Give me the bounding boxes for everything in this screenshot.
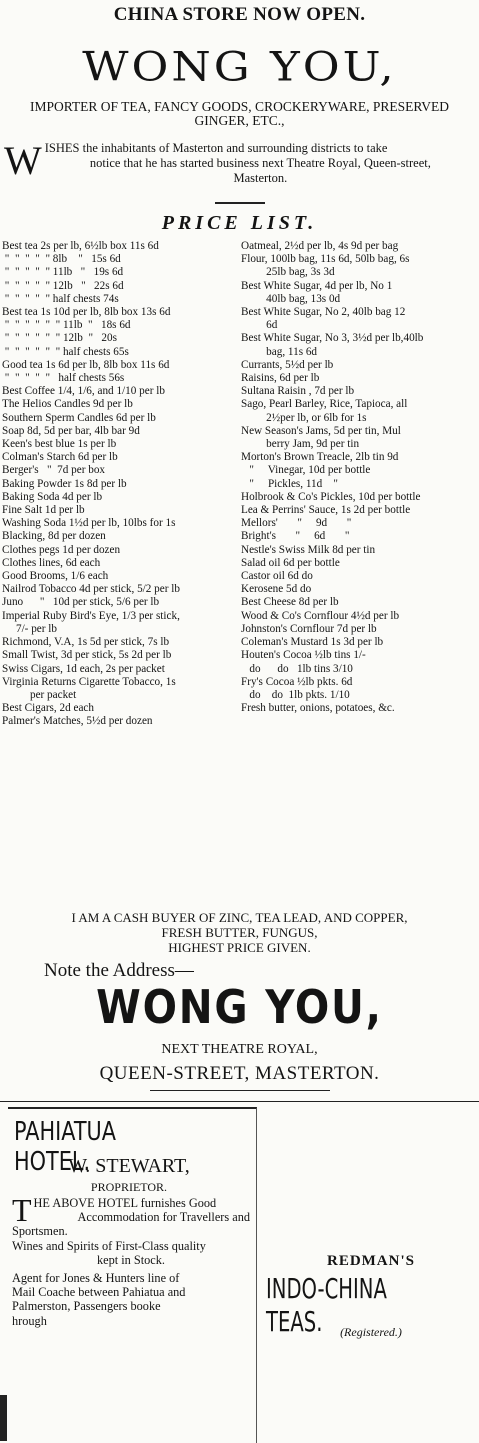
price-list-title: PRICE LIST. [161, 212, 318, 234]
divider [150, 1090, 330, 1091]
price-item: " Pickles, 11d " [241, 477, 338, 490]
address-line-2: QUEEN-STREET, MASTERTON. [99, 1063, 380, 1084]
price-item: " " " " " half chests 56s [2, 372, 125, 385]
price-item: Wood & Co's Cornflour 4½d per lb [241, 609, 400, 622]
buyer-line-2: FRESH BUTTER, FUNGUS, [161, 925, 318, 940]
price-item: " " " " " " half chests 65s [2, 345, 129, 358]
wishes-line-1: ISHES the inhabitants of Masterton and surrounding districts to take [44, 141, 388, 155]
price-item: " " " " " " 12lb " 20s [2, 332, 117, 345]
importer-line [0, 100, 479, 128]
divider [0, 1101, 479, 1102]
hotel-title: PAHIATUA HOTEL. [14, 1117, 116, 1177]
hotel-line: Palmerston, Passengers booke [12, 1299, 161, 1314]
price-item: 7/- per lb [2, 622, 57, 635]
price-item: " " " " " half chests 74s [2, 292, 119, 305]
store-name-footer: WONG YOU, [96, 980, 383, 1034]
price-item: Good tea 1s 6d per lb, 8lb box 11s 6d [2, 358, 170, 371]
price-item: Clothes pegs 1d per dozen [2, 543, 121, 556]
price-item: Small Twist, 3d per stick, 5s 2d per lb [2, 649, 172, 662]
price-item: 6d [241, 319, 278, 332]
price-item: Keen's best blue 1s per lb [2, 438, 117, 451]
price-item: 25lb bag, 3s 3d [241, 266, 335, 279]
price-item: Mellors' " 9d " [241, 517, 352, 530]
price-item: Sultana Raisin , 7d per lb [241, 385, 355, 398]
hotel-line: Wines and Spirits of First-Class quality [12, 1238, 206, 1253]
buyer-line-1: I AM A CASH BUYER OF ZINC, TEA LEAD, AND COPPER, [71, 910, 408, 925]
price-item: Nailrod Tobacco 4d per stick, 5/2 per lb [2, 583, 180, 596]
price-item: Swiss Cigars, 1d each, 2s per packet [2, 662, 165, 675]
price-item: " " " " " 11lb " 19s 6d [2, 266, 124, 279]
buyer-line-3: HIGHEST PRICE GIVEN. [168, 940, 311, 955]
price-item: Houten's Cocoa ½lb tins 1/- [241, 649, 366, 662]
hotel-line: kept in Stock. [97, 1252, 165, 1267]
wishes-notice [4, 138, 476, 186]
price-item: Southern Sperm Candles 6d per lb [2, 411, 156, 424]
dropcap-t: T [12, 1192, 32, 1228]
hotel-line: hrough [12, 1313, 47, 1328]
price-item: Clothes lines, 6d each [2, 556, 101, 569]
price-list-left [2, 240, 238, 729]
importer-line-1: IMPORTER OF TEA, FANCY GOODS, CROCKERYWARE, PRESERVED [29, 99, 450, 114]
price-item: Currants, 5½d per lb [241, 358, 334, 371]
price-item: " Vinegar, 10d per bottle [241, 464, 371, 477]
price-item: berry Jam, 9d per tin [241, 438, 360, 451]
price-item: Raisins, 6d per lb [241, 372, 320, 385]
price-item: Best Cheese 8d per lb [241, 596, 339, 609]
price-item: Castor oil 6d do [241, 570, 313, 583]
hotel-body [12, 1192, 250, 1328]
column-rule [0, 1395, 7, 1441]
cash-buyer-notice [0, 910, 479, 955]
price-item: Palmer's Matches, 5½d per dozen [2, 715, 153, 728]
hotel-line: HE ABOVE HOTEL furnishes Good [33, 1196, 217, 1210]
price-item: Fine Salt 1d per lb [2, 504, 85, 517]
price-item: Blacking, 8d per dozen [2, 530, 106, 543]
price-item: Holbrook & Co's Pickles, 10d per bottle [241, 490, 421, 503]
price-item: Best Coffee 1/4, 1/6, and 1/10 per lb [2, 385, 165, 398]
dropcap-w: W [4, 138, 42, 183]
price-item: Washing Soda 1½d per lb, 10lbs for 1s [2, 517, 176, 530]
store-name: WONG YOU, [82, 42, 397, 91]
hotel-line: Sportsmen. [12, 1224, 68, 1239]
price-item: Fresh butter, onions, potatoes, &c. [241, 702, 395, 715]
redman-teas: INDO-CHINA TEAS. [266, 1272, 387, 1338]
price-item: 2½per lb, or 6lb for 1s [241, 411, 367, 424]
price-item: Soap 8d, 5d per bar, 4lb bar 9d [2, 424, 140, 437]
price-item: Baking Powder 1s 8d per lb [2, 477, 127, 490]
redman-registered: (Registered.) [340, 1325, 402, 1339]
price-item: Bright's " 6d " [241, 530, 350, 543]
price-item: Virginia Returns Cigarette Tobacco, 1s [2, 675, 176, 688]
price-item: Oatmeal, 2½d per lb, 4s 9d per bag [241, 240, 399, 252]
wishes-line-2: notice that he has started business next Theatre Royal, Queen-street, [89, 156, 431, 170]
address-note: Note the Address— [44, 960, 194, 981]
price-item: Kerosene 5d do [241, 583, 312, 596]
price-item: per packet [2, 688, 77, 701]
price-item: do do 1lb pkts. 1/10 [241, 688, 350, 701]
price-item: Nestle's Swiss Milk 8d per tin [241, 543, 376, 556]
price-item: Lea & Perrins' Sauce, 1s 2d per bottle [241, 504, 411, 517]
price-item: Best Cigars, 2d each [2, 702, 94, 715]
price-item: " " " " " " 11lb " 18s 6d [2, 319, 131, 332]
price-item: Colman's Starch 6d per lb [2, 451, 118, 464]
price-item: Richmond, V.A, 1s 5d per stick, 7s lb [2, 636, 170, 649]
price-item: Imperial Ruby Bird's Eye, 1/3 per stick, [2, 609, 180, 622]
price-list-right [241, 240, 477, 715]
price-item: 40lb bag, 13s 0d [241, 292, 341, 305]
price-item: Best White Sugar, No 2, 40lb bag 12 [241, 306, 406, 319]
hotel-line: Agent for Jones & Hunters line of [12, 1271, 180, 1286]
redman-title: REDMAN'S [326, 1253, 415, 1269]
price-item: Good Brooms, 1/6 each [2, 570, 109, 583]
hotel-line: Accommodation for Travellers and [77, 1210, 250, 1225]
hotel-proprietor-label: PROPRIETOR. [90, 1180, 168, 1194]
price-item: do do 1lb tins 3/10 [241, 662, 353, 675]
price-item: Best White Sugar, 4d per lb, No 1 [241, 279, 393, 292]
headline: CHINA STORE NOW OPEN. [113, 4, 366, 25]
price-item: Johnston's Cornflour 7d per lb [241, 622, 377, 635]
address-line-1: NEXT THEATRE ROYAL, [161, 1042, 318, 1057]
price-item: Baking Soda 4d per lb [2, 490, 103, 503]
price-item: Morton's Brown Treacle, 2lb tin 9d [241, 451, 399, 464]
divider [215, 202, 265, 204]
price-item: The Helios Candles 9d per lb [2, 398, 133, 411]
price-item: Best tea 2s per lb, 6½lb box 11s 6d [2, 240, 159, 252]
price-item: Coleman's Mustard 1s 3d per lb [241, 636, 384, 649]
price-item: Salad oil 6d per bottle [241, 556, 340, 569]
price-item: Best tea 1s 10d per lb, 8lb box 13s 6d [2, 306, 171, 319]
price-item: bag, 11s 6d [241, 345, 318, 358]
price-item: " " " " " 12lb " 22s 6d [2, 279, 124, 292]
wishes-line-3: Masterton. [233, 171, 288, 185]
price-item: Berger's " 7d per box [2, 464, 106, 477]
hotel-proprietor: W. STEWART, [68, 1155, 190, 1177]
price-item: " " " " " 8lb " 15s 6d [2, 253, 121, 266]
price-item: Best White Sugar, No 3, 3½d per lb,40lb [241, 332, 424, 345]
price-item: Sago, Pearl Barley, Rice, Tapioca, all [241, 398, 408, 411]
importer-line-2: GINGER, ETC., [194, 113, 285, 128]
price-item: Juno " 10d per stick, 5/6 per lb [2, 596, 160, 609]
hotel-line: Mail Coache between Pahiatua and [12, 1285, 186, 1300]
price-item: Fry's Cocoa ½lb pkts. 6d [241, 675, 353, 688]
price-item: Flour, 100lb bag, 11s 6d, 50lb bag, 6s [241, 253, 410, 266]
price-item: New Season's Jams, 5d per tin, Mul [241, 424, 401, 437]
